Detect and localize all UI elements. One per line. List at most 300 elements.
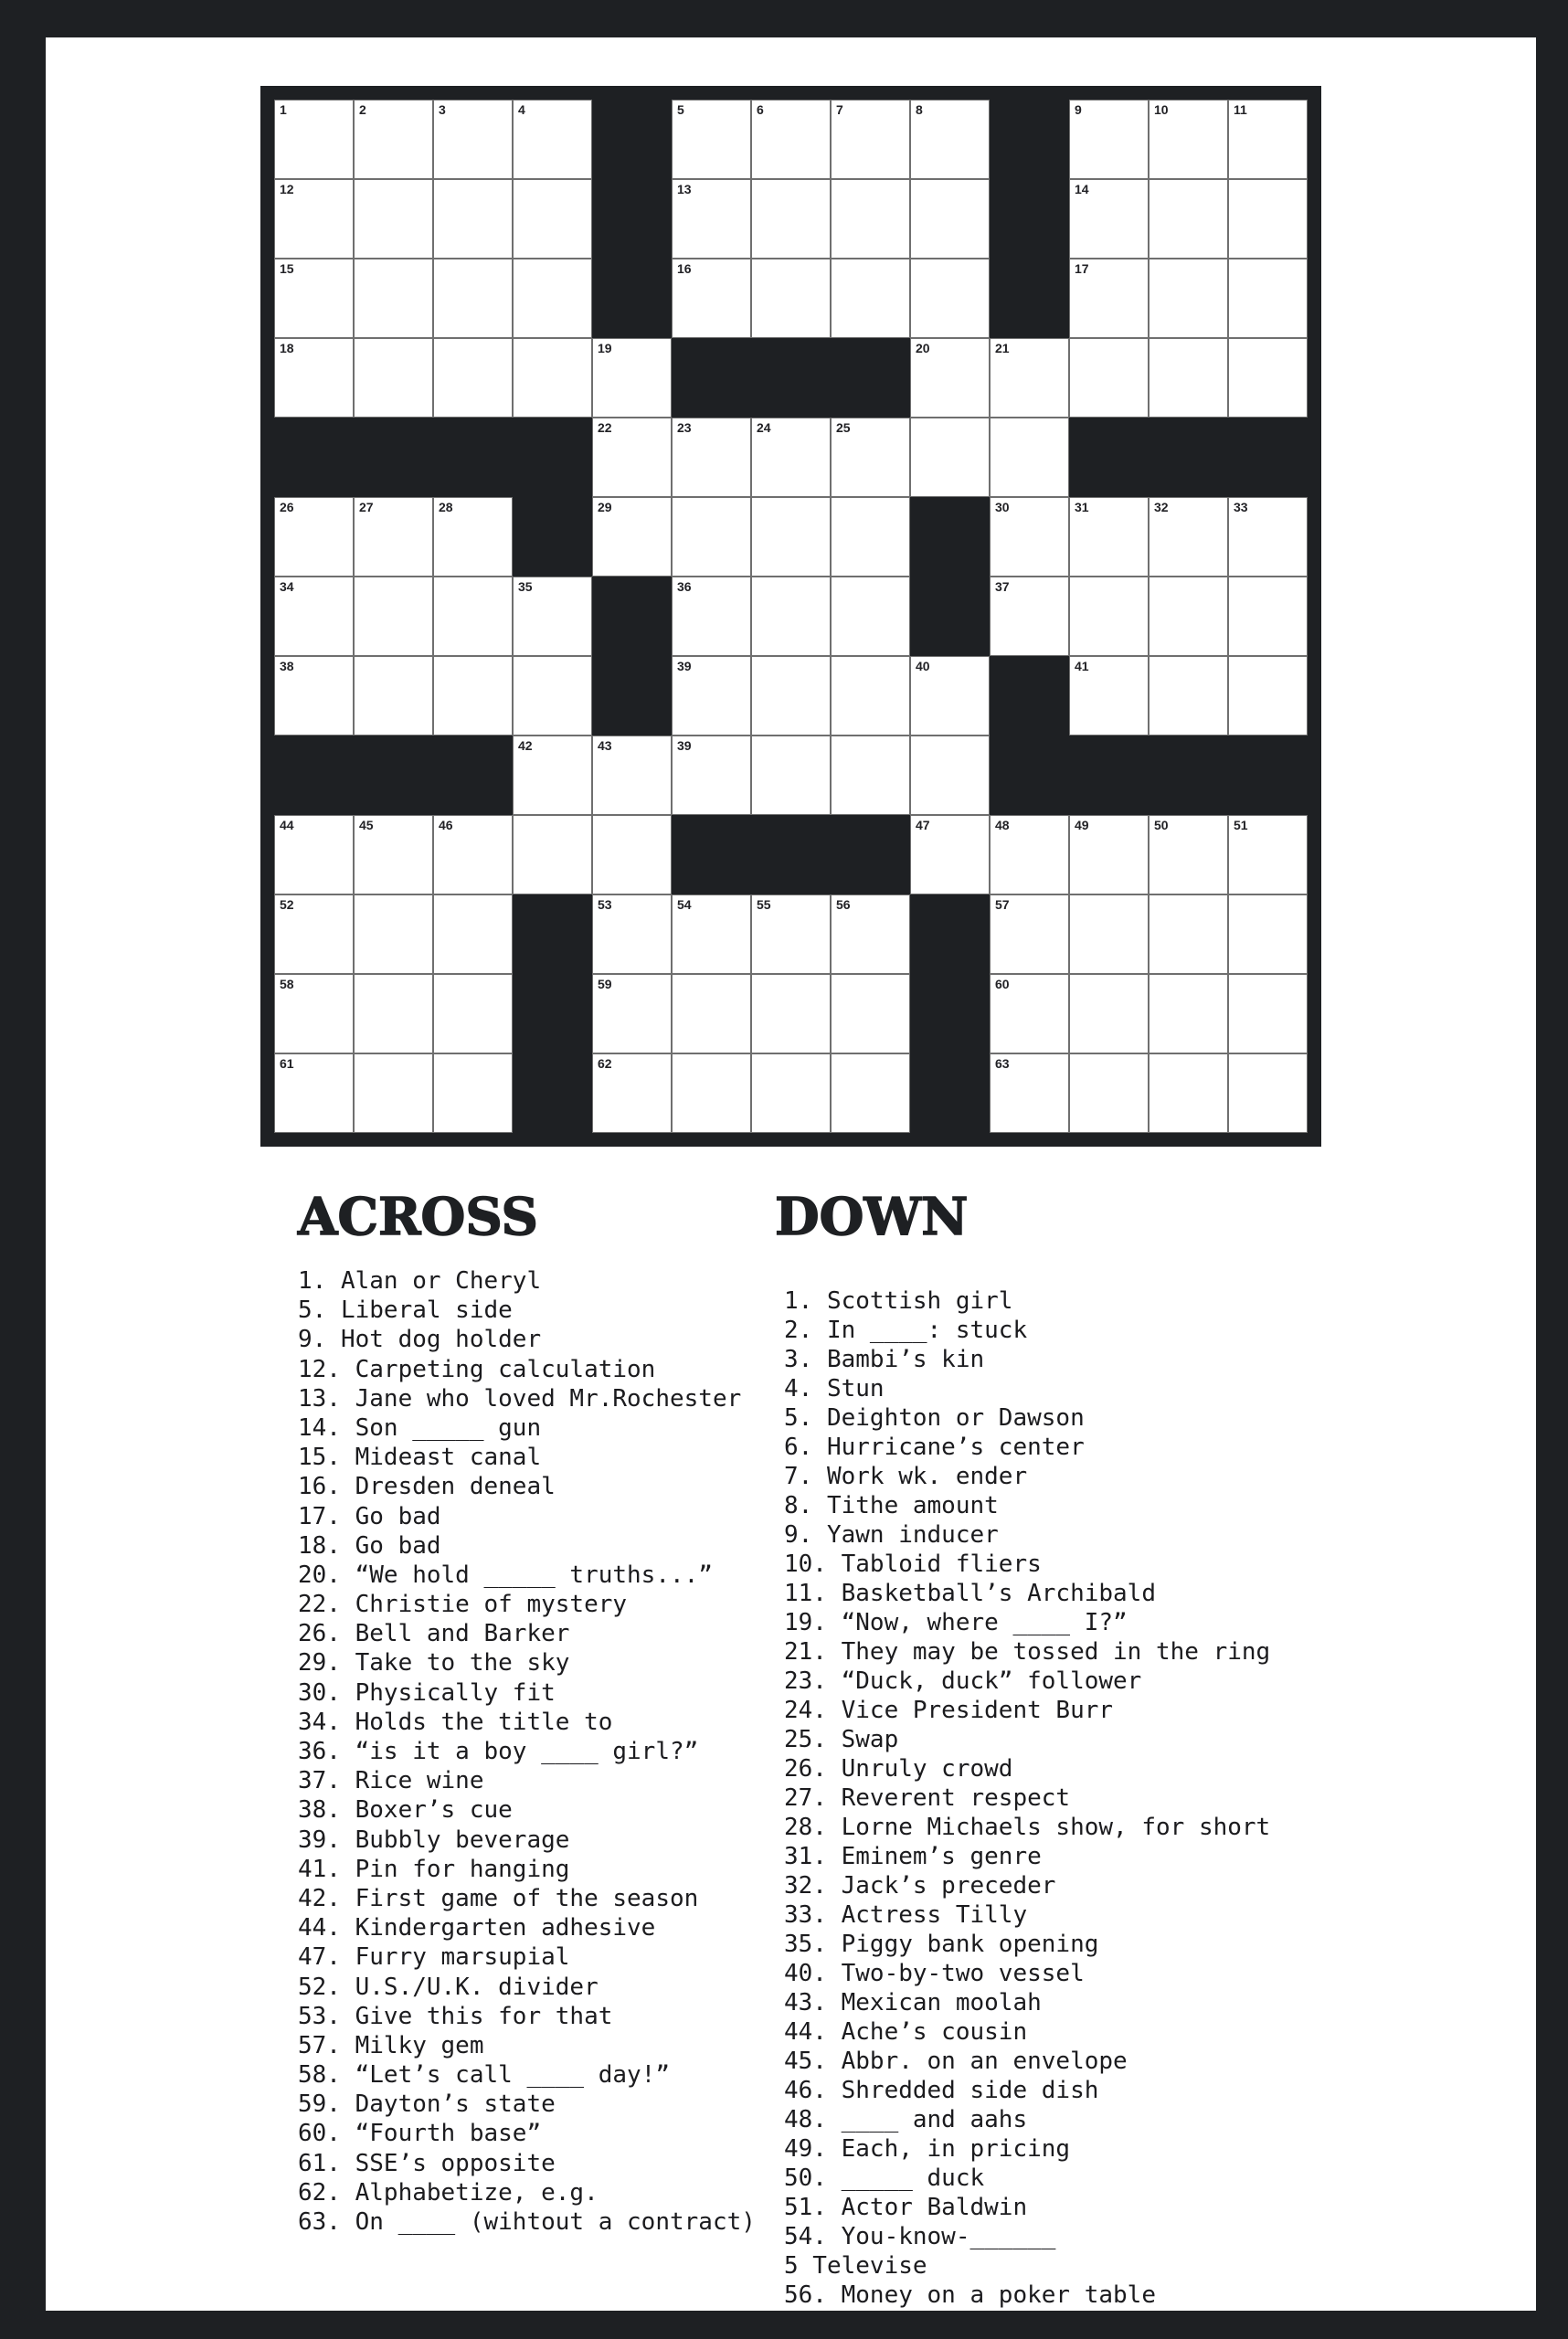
white-cell[interactable] bbox=[1228, 577, 1308, 656]
cell-number: 60 bbox=[995, 977, 1010, 991]
black-cell bbox=[751, 815, 831, 894]
cell-number: 32 bbox=[1154, 500, 1169, 514]
across-clue: 52. U.S./U.K. divider bbox=[298, 1973, 599, 2001]
cell-number: 23 bbox=[677, 420, 692, 435]
across-clue: 44. Kindergarten adhesive bbox=[298, 1914, 656, 1942]
white-cell[interactable] bbox=[433, 259, 513, 338]
down-clue: 31. Eminem’s genre bbox=[784, 1843, 1042, 1870]
cell-number: 5 bbox=[677, 102, 684, 117]
cell-number: 2 bbox=[359, 102, 366, 117]
cell-number: 51 bbox=[1234, 818, 1248, 832]
page-frame-right bbox=[1536, 0, 1568, 2339]
white-cell[interactable] bbox=[1149, 815, 1228, 894]
black-cell bbox=[592, 577, 672, 656]
cell-number: 22 bbox=[598, 420, 612, 435]
white-cell[interactable] bbox=[672, 974, 751, 1053]
black-cell bbox=[1069, 736, 1149, 815]
black-cell bbox=[592, 656, 672, 736]
white-cell[interactable] bbox=[751, 179, 831, 259]
across-clue: 37. Rice wine bbox=[298, 1767, 484, 1795]
white-cell[interactable] bbox=[910, 338, 990, 418]
cell-number: 33 bbox=[1234, 500, 1248, 514]
black-cell bbox=[354, 736, 433, 815]
white-cell[interactable] bbox=[831, 656, 910, 736]
white-cell[interactable] bbox=[751, 736, 831, 815]
white-cell[interactable] bbox=[274, 259, 354, 338]
white-cell[interactable] bbox=[672, 1053, 751, 1133]
down-clue: 28. Lorne Michaels show, for short bbox=[784, 1814, 1271, 1841]
across-clue: 60. “Fourth base” bbox=[298, 2120, 542, 2148]
down-clue: 24. Vice President Burr bbox=[784, 1697, 1114, 1724]
cell-number: 41 bbox=[1075, 659, 1089, 673]
down-clue: 54. You-know-______ bbox=[784, 2223, 1056, 2250]
white-cell[interactable] bbox=[1069, 179, 1149, 259]
cell-number: 49 bbox=[1075, 818, 1089, 832]
down-clue: 21. They may be tossed in the ring bbox=[784, 1638, 1271, 1666]
cell-number: 36 bbox=[677, 579, 692, 594]
cell-number: 34 bbox=[280, 579, 294, 594]
cell-number: 20 bbox=[916, 341, 930, 355]
white-cell[interactable] bbox=[1149, 894, 1228, 974]
white-cell[interactable] bbox=[433, 894, 513, 974]
white-cell[interactable] bbox=[1228, 656, 1308, 736]
white-cell[interactable] bbox=[910, 656, 990, 736]
cell-number: 7 bbox=[836, 102, 843, 117]
down-clue: 40. Two-by-two vessel bbox=[784, 1960, 1085, 1987]
white-cell[interactable] bbox=[1149, 100, 1228, 179]
black-cell bbox=[990, 100, 1069, 179]
down-clue: 49. Each, in pricing bbox=[784, 2135, 1071, 2163]
cell-number: 1 bbox=[280, 102, 287, 117]
white-cell[interactable] bbox=[433, 179, 513, 259]
down-clue: 19. “Now, where ____ I?” bbox=[784, 1609, 1128, 1636]
white-cell[interactable] bbox=[990, 1053, 1069, 1133]
cell-number: 17 bbox=[1075, 261, 1089, 276]
white-cell[interactable] bbox=[592, 894, 672, 974]
cell-number: 42 bbox=[518, 738, 533, 753]
cell-number: 25 bbox=[836, 420, 851, 435]
white-cell[interactable] bbox=[831, 736, 910, 815]
cell-number: 18 bbox=[280, 341, 294, 355]
across-clue: 38. Boxer’s cue bbox=[298, 1796, 513, 1825]
cell-number: 12 bbox=[280, 182, 294, 196]
white-cell[interactable] bbox=[433, 974, 513, 1053]
white-cell[interactable] bbox=[433, 338, 513, 418]
white-cell[interactable] bbox=[1228, 100, 1308, 179]
white-cell[interactable] bbox=[751, 100, 831, 179]
white-cell[interactable] bbox=[354, 497, 433, 577]
down-clue: 43. Mexican moolah bbox=[784, 1989, 1042, 2016]
across-clue: 58. “Let’s call ____ day!” bbox=[298, 2061, 670, 2090]
white-cell[interactable] bbox=[274, 577, 354, 656]
white-cell[interactable] bbox=[274, 656, 354, 736]
black-cell bbox=[751, 338, 831, 418]
white-cell[interactable] bbox=[831, 974, 910, 1053]
white-cell[interactable] bbox=[513, 259, 592, 338]
across-clue: 59. Dayton’s state bbox=[298, 2090, 556, 2119]
white-cell[interactable] bbox=[1069, 338, 1149, 418]
white-cell[interactable] bbox=[354, 815, 433, 894]
white-cell[interactable] bbox=[1149, 179, 1228, 259]
white-cell[interactable] bbox=[354, 577, 433, 656]
white-cell[interactable] bbox=[1069, 656, 1149, 736]
black-cell bbox=[513, 497, 592, 577]
cell-number: 29 bbox=[598, 500, 612, 514]
cell-number: 39 bbox=[677, 659, 692, 673]
white-cell[interactable] bbox=[274, 894, 354, 974]
white-cell[interactable] bbox=[433, 815, 513, 894]
white-cell[interactable] bbox=[1069, 815, 1149, 894]
across-clue: 41. Pin for hanging bbox=[298, 1855, 570, 1883]
white-cell[interactable] bbox=[1149, 338, 1228, 418]
down-clue: 10. Tabloid fliers bbox=[784, 1551, 1042, 1578]
down-clue: 9. Yawn inducer bbox=[784, 1521, 999, 1549]
across-clue: 29. Take to the sky bbox=[298, 1649, 570, 1678]
cell-number: 30 bbox=[995, 500, 1010, 514]
across-heading: ACROSS bbox=[298, 1187, 538, 1247]
down-clue: 45. Abbr. on an envelope bbox=[784, 2048, 1128, 2075]
across-clue: 15. Mideast canal bbox=[298, 1444, 542, 1472]
cell-number: 15 bbox=[280, 261, 294, 276]
cell-number: 19 bbox=[598, 341, 612, 355]
white-cell[interactable] bbox=[513, 736, 592, 815]
white-cell[interactable] bbox=[1149, 974, 1228, 1053]
white-cell[interactable] bbox=[672, 894, 751, 974]
black-cell bbox=[990, 656, 1069, 736]
white-cell[interactable] bbox=[751, 894, 831, 974]
white-cell[interactable] bbox=[513, 338, 592, 418]
across-clue: 39. Bubbly beverage bbox=[298, 1826, 570, 1854]
white-cell[interactable] bbox=[592, 497, 672, 577]
white-cell[interactable] bbox=[1149, 497, 1228, 577]
cell-number: 31 bbox=[1075, 500, 1089, 514]
cell-number: 57 bbox=[995, 897, 1010, 912]
white-cell[interactable] bbox=[274, 338, 354, 418]
cell-number: 10 bbox=[1154, 102, 1169, 117]
white-cell[interactable] bbox=[751, 974, 831, 1053]
cell-number: 63 bbox=[995, 1056, 1010, 1071]
white-cell[interactable] bbox=[1228, 815, 1308, 894]
cell-number: 54 bbox=[677, 897, 692, 912]
across-clue: 30. Physically fit bbox=[298, 1678, 556, 1707]
white-cell[interactable] bbox=[513, 656, 592, 736]
black-cell bbox=[672, 815, 751, 894]
white-cell[interactable] bbox=[831, 179, 910, 259]
down-clue: 7. Work wk. ender bbox=[784, 1463, 1028, 1490]
white-cell[interactable] bbox=[433, 100, 513, 179]
white-cell[interactable] bbox=[592, 418, 672, 497]
white-cell[interactable] bbox=[1149, 656, 1228, 736]
across-clue: 26. Bell and Barker bbox=[298, 1620, 570, 1648]
black-cell bbox=[1149, 736, 1228, 815]
white-cell[interactable] bbox=[990, 974, 1069, 1053]
white-cell[interactable] bbox=[274, 815, 354, 894]
down-clue: 33. Actress Tilly bbox=[784, 1901, 1028, 1929]
white-cell[interactable] bbox=[592, 736, 672, 815]
across-clue: 18. Go bad bbox=[298, 1531, 441, 1560]
black-cell bbox=[513, 1053, 592, 1133]
white-cell[interactable] bbox=[1149, 1053, 1228, 1133]
black-cell bbox=[513, 418, 592, 497]
crossword-grid bbox=[260, 86, 1321, 1147]
white-cell[interactable] bbox=[990, 577, 1069, 656]
across-clue: 1. Alan or Cheryl bbox=[298, 1267, 542, 1295]
white-cell[interactable] bbox=[751, 577, 831, 656]
white-cell[interactable] bbox=[751, 418, 831, 497]
white-cell[interactable] bbox=[831, 1053, 910, 1133]
white-cell[interactable] bbox=[1149, 577, 1228, 656]
down-clue: 1. Scottish girl bbox=[784, 1287, 1013, 1315]
down-clue: 5 Televise bbox=[784, 2252, 927, 2280]
white-cell[interactable] bbox=[910, 100, 990, 179]
white-cell[interactable] bbox=[433, 1053, 513, 1133]
black-cell bbox=[513, 894, 592, 974]
black-cell bbox=[1228, 736, 1308, 815]
white-cell[interactable] bbox=[1228, 259, 1308, 338]
across-clue: 22. Christie of mystery bbox=[298, 1591, 628, 1619]
cell-number: 3 bbox=[439, 102, 446, 117]
black-cell bbox=[990, 179, 1069, 259]
across-clue: 42. First game of the season bbox=[298, 1884, 699, 1912]
white-cell[interactable] bbox=[513, 100, 592, 179]
white-cell[interactable] bbox=[831, 894, 910, 974]
down-clue: 44. Ache’s cousin bbox=[784, 2018, 1028, 2046]
white-cell[interactable] bbox=[910, 736, 990, 815]
down-clue: 3. Bambi’s kin bbox=[784, 1346, 985, 1373]
white-cell[interactable] bbox=[1149, 259, 1228, 338]
white-cell[interactable] bbox=[990, 894, 1069, 974]
black-cell bbox=[592, 100, 672, 179]
down-clue: 26. Unruly crowd bbox=[784, 1755, 1013, 1783]
white-cell[interactable] bbox=[1228, 179, 1308, 259]
white-cell[interactable] bbox=[1069, 1053, 1149, 1133]
black-cell bbox=[831, 815, 910, 894]
down-clue: 23. “Duck, duck” follower bbox=[784, 1667, 1142, 1695]
black-cell bbox=[910, 577, 990, 656]
white-cell[interactable] bbox=[433, 497, 513, 577]
white-cell[interactable] bbox=[274, 100, 354, 179]
down-clue: 27. Reverent respect bbox=[784, 1784, 1071, 1812]
white-cell[interactable] bbox=[1228, 338, 1308, 418]
across-clue: 63. On ____ (wihtout a contract) bbox=[298, 2208, 756, 2236]
cell-number: 27 bbox=[359, 500, 374, 514]
white-cell[interactable] bbox=[990, 497, 1069, 577]
white-cell[interactable] bbox=[1069, 259, 1149, 338]
down-clue-list bbox=[784, 1286, 1270, 2310]
white-cell[interactable] bbox=[672, 497, 751, 577]
white-cell[interactable] bbox=[831, 577, 910, 656]
white-cell[interactable] bbox=[1069, 497, 1149, 577]
white-cell[interactable] bbox=[1069, 577, 1149, 656]
white-cell[interactable] bbox=[513, 179, 592, 259]
black-cell bbox=[990, 736, 1069, 815]
white-cell[interactable] bbox=[354, 1053, 433, 1133]
black-cell bbox=[592, 259, 672, 338]
white-cell[interactable] bbox=[672, 736, 751, 815]
white-cell[interactable] bbox=[354, 656, 433, 736]
white-cell[interactable] bbox=[672, 179, 751, 259]
white-cell[interactable] bbox=[592, 1053, 672, 1133]
white-cell[interactable] bbox=[751, 259, 831, 338]
cell-number: 61 bbox=[280, 1056, 294, 1071]
down-clue: 48. ____ and aahs bbox=[784, 2106, 1028, 2133]
cell-number: 52 bbox=[280, 897, 294, 912]
cell-number: 16 bbox=[677, 261, 692, 276]
down-clue: 35. Piggy bank opening bbox=[784, 1931, 1099, 1958]
white-cell[interactable] bbox=[592, 974, 672, 1053]
cell-number: 47 bbox=[916, 818, 930, 832]
across-clue-list bbox=[298, 1266, 756, 2237]
white-cell[interactable] bbox=[751, 656, 831, 736]
across-clue: 14. Son _____ gun bbox=[298, 1413, 542, 1442]
white-cell[interactable] bbox=[751, 497, 831, 577]
white-cell[interactable] bbox=[831, 418, 910, 497]
white-cell[interactable] bbox=[672, 100, 751, 179]
cell-number: 55 bbox=[757, 897, 771, 912]
cell-number: 53 bbox=[598, 897, 612, 912]
white-cell[interactable] bbox=[354, 338, 433, 418]
black-cell bbox=[433, 736, 513, 815]
cell-number: 35 bbox=[518, 579, 533, 594]
white-cell[interactable] bbox=[751, 1053, 831, 1133]
cell-number: 9 bbox=[1075, 102, 1082, 117]
black-cell bbox=[831, 338, 910, 418]
down-clue: 51. Actor Baldwin bbox=[784, 2194, 1028, 2221]
white-cell[interactable] bbox=[672, 656, 751, 736]
cell-number: 50 bbox=[1154, 818, 1169, 832]
black-cell bbox=[1069, 418, 1149, 497]
cell-number: 8 bbox=[916, 102, 923, 117]
white-cell[interactable] bbox=[513, 577, 592, 656]
black-cell bbox=[672, 338, 751, 418]
white-cell[interactable] bbox=[433, 577, 513, 656]
white-cell[interactable] bbox=[990, 338, 1069, 418]
across-clue: 13. Jane who loved Mr.Rochester bbox=[298, 1384, 742, 1413]
cell-number: 45 bbox=[359, 818, 374, 832]
cell-number: 39 bbox=[677, 738, 692, 753]
across-clue: 5. Liberal side bbox=[298, 1297, 513, 1325]
black-cell bbox=[592, 179, 672, 259]
across-clue: 57. Milky gem bbox=[298, 2031, 484, 2059]
white-cell[interactable] bbox=[990, 815, 1069, 894]
down-clue: 11. Basketball’s Archibald bbox=[784, 1580, 1156, 1607]
cell-number: 28 bbox=[439, 500, 453, 514]
white-cell[interactable] bbox=[910, 418, 990, 497]
cell-number: 58 bbox=[280, 977, 294, 991]
down-clue: 5. Deighton or Dawson bbox=[784, 1404, 1085, 1432]
down-clue: 6. Hurricane’s center bbox=[784, 1434, 1085, 1461]
white-cell[interactable] bbox=[1069, 100, 1149, 179]
page-frame-top bbox=[0, 0, 1568, 37]
cell-number: 46 bbox=[439, 818, 453, 832]
white-cell[interactable] bbox=[672, 418, 751, 497]
white-cell[interactable] bbox=[274, 1053, 354, 1133]
white-cell[interactable] bbox=[1228, 974, 1308, 1053]
down-clue: 4. Stun bbox=[784, 1375, 885, 1402]
cell-number: 38 bbox=[280, 659, 294, 673]
down-clue: 25. Swap bbox=[784, 1726, 899, 1753]
black-cell bbox=[1149, 418, 1228, 497]
down-heading: DOWN bbox=[775, 1187, 969, 1247]
across-clue: 17. Go bad bbox=[298, 1502, 441, 1530]
white-cell[interactable] bbox=[354, 100, 433, 179]
cell-number: 6 bbox=[757, 102, 764, 117]
white-cell[interactable] bbox=[990, 418, 1069, 497]
white-cell[interactable] bbox=[592, 338, 672, 418]
down-clue: 50. _____ duck bbox=[784, 2164, 985, 2192]
black-cell bbox=[910, 1053, 990, 1133]
cell-number: 48 bbox=[995, 818, 1010, 832]
across-clue: 61. SSE’s opposite bbox=[298, 2149, 556, 2177]
cell-number: 43 bbox=[598, 738, 612, 753]
across-clue: 20. “We hold _____ truths...” bbox=[298, 1561, 713, 1589]
white-cell[interactable] bbox=[354, 974, 433, 1053]
white-cell[interactable] bbox=[672, 259, 751, 338]
white-cell[interactable] bbox=[1228, 1053, 1308, 1133]
white-cell[interactable] bbox=[1228, 894, 1308, 974]
cell-number: 26 bbox=[280, 500, 294, 514]
white-cell[interactable] bbox=[910, 815, 990, 894]
across-clue: 53. Give this for that bbox=[298, 2002, 613, 2030]
cell-number: 21 bbox=[995, 341, 1010, 355]
black-cell bbox=[910, 894, 990, 974]
white-cell[interactable] bbox=[433, 656, 513, 736]
page-frame-left bbox=[0, 0, 46, 2339]
black-cell bbox=[990, 259, 1069, 338]
down-clue: 32. Jack’s preceder bbox=[784, 1872, 1056, 1900]
cell-number: 40 bbox=[916, 659, 930, 673]
black-cell bbox=[513, 974, 592, 1053]
black-cell bbox=[354, 418, 433, 497]
white-cell[interactable] bbox=[274, 497, 354, 577]
cell-number: 56 bbox=[836, 897, 851, 912]
across-clue: 34. Holds the title to bbox=[298, 1708, 613, 1736]
cell-number: 44 bbox=[280, 818, 294, 832]
white-cell[interactable] bbox=[1069, 974, 1149, 1053]
cell-number: 13 bbox=[677, 182, 692, 196]
across-clue: 36. “is it a boy ____ girl?” bbox=[298, 1738, 699, 1765]
down-clue: 8. Tithe amount bbox=[784, 1492, 999, 1519]
black-cell bbox=[274, 736, 354, 815]
white-cell[interactable] bbox=[910, 179, 990, 259]
page-frame-bottom bbox=[0, 2311, 1568, 2339]
across-clue: 9. Hot dog holder bbox=[298, 1326, 542, 1354]
cell-number: 11 bbox=[1234, 102, 1247, 117]
white-cell[interactable] bbox=[1228, 497, 1308, 577]
down-clue: 56. Money on a poker table bbox=[784, 2281, 1156, 2309]
white-cell[interactable] bbox=[274, 974, 354, 1053]
black-cell bbox=[910, 974, 990, 1053]
white-cell[interactable] bbox=[354, 179, 433, 259]
down-clue: 46. Shredded side dish bbox=[784, 2077, 1099, 2104]
white-cell[interactable] bbox=[274, 179, 354, 259]
cell-number: 62 bbox=[598, 1056, 612, 1071]
white-cell[interactable] bbox=[831, 259, 910, 338]
white-cell[interactable] bbox=[910, 259, 990, 338]
across-clue: 47. Furry marsupial bbox=[298, 1943, 570, 1972]
white-cell[interactable] bbox=[592, 815, 672, 894]
white-cell[interactable] bbox=[672, 577, 751, 656]
across-clue: 62. Alphabetize, e.g. bbox=[298, 2178, 599, 2207]
white-cell[interactable] bbox=[513, 815, 592, 894]
white-cell[interactable] bbox=[354, 259, 433, 338]
black-cell bbox=[433, 418, 513, 497]
white-cell[interactable] bbox=[831, 497, 910, 577]
cell-number: 24 bbox=[757, 420, 771, 435]
white-cell[interactable] bbox=[831, 100, 910, 179]
white-cell[interactable] bbox=[1069, 894, 1149, 974]
white-cell[interactable] bbox=[354, 894, 433, 974]
